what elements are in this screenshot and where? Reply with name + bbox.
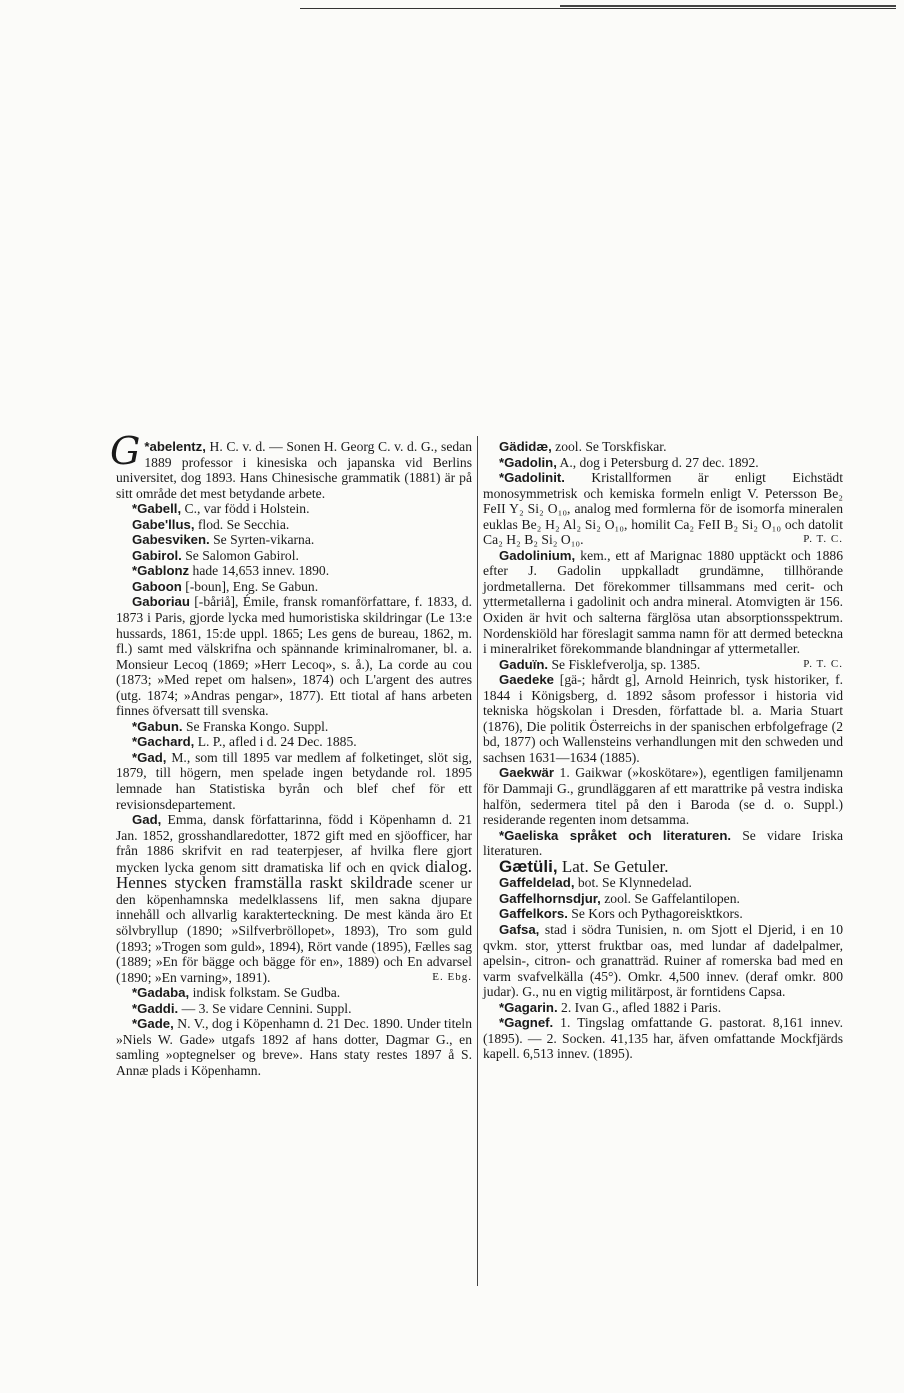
headword: *Gad, [132,749,167,765]
entry-text: 1. Gaikwar (»koskötare»), egentligen familjenamn för Dammaji G., grundläggaren af ett marattrike på vestra indiska halfön, sedermera titel på den i Baroda (se d. o. Suppl.) residerande regenten inom detsamma. [483,765,843,828]
headword: Gaffelkors. [499,906,568,922]
headword: *Gadaba, [132,985,190,1001]
headword: Gaboon [132,578,182,594]
headword: Gaedeke [499,672,554,688]
entry [483,1015,843,1062]
entry-text: Se Franska Kongo. Suppl. [182,718,329,734]
headword: *Gaddi. [132,1000,179,1016]
entry-text: stad i södra Tunisien, n. om Sjott el Djerid, i en 10 qvkm. stor, ytterst fruktbar oas, med lundar af dadelpalmer, apelsin-, citron- och granatträd. Ruiner af romerska bad med en varm svafvelkälla (45°). Omkr. 4,500 innev. (deraf omkr. 800 judar). G., nu en vigtig militärpost, är forntidens Capsa. [483,921,843,1000]
right-column [483,439,843,1062]
entry [116,563,472,579]
entry-text: indisk folkstam. Se Gudba. [189,985,341,1001]
headword: Gaffelhornsdjur, [499,890,601,906]
headword: *Gabun. [132,718,183,734]
entry-text: [-båriå], Émile, fransk romanförfattare, f. 1833, d. 1873 i Paris, gjorde lycka med humoristiska skildringar (Le 13:e hussards, 1861, 15:de uppl. 1865; Les gens de bureau, 1862, m. fl.) samt med välskrifna och spännande kriminalromaner, bl. a. Monsieur Lecoq (1869; »Herr Lecoq», s. å.), La corde au cou (1873; »Med repet om halsen», 1874) och L'argent des autres (utg. 1874; »Andras pengar», 1877). Ett tiotal af hans arbeten finnes öfversatt till svenska. [116,594,472,719]
headword: abelentz, [149,439,206,454]
entry [483,439,843,455]
entry [116,1016,472,1078]
entry-text: Emma, dansk författarinna, född i Köpenhamn d. 21 Jan. 1852, grosshandlaredotter, 1872 gift med en sjöofficer, har från 1886 skrifvit en rad teaterpjeser, af hvilka flere gjort mycken lycka genom sitt dramatiska lif och en qvick [116,812,472,875]
drop-cap: G [110,429,141,473]
entry-text: 2. Ivan G., afled 1882 i Paris. [557,999,722,1015]
entry [110,429,472,501]
entry [483,672,843,765]
headword: *Gabell, [132,501,182,517]
entry [483,875,843,891]
entry-text: kem., ett af Marignac 1880 upptäckt och 1886 efter J. Gadolin uppkalladt grundämne, tillhörande jordmetallerna. Det förekommer tillsammans med cerit- och yttermetallerna i gadolinit och andra mineral. Atomvigten är 156. Oxiden är hvit och salterna färglösa utan absorptionsspektrum. Nordenskiöld har föreslagit samma namn för att dermed beteckna i mineralriket förekommande blandningar af yttermetaller. [483,547,843,657]
headword: Gaboriau [132,594,190,610]
entry-text: scener ur den köpenhamnska medelklassens lif, men sakna djupare innehåll och allvarlig karakterteckning. De mest kända äro Et sölvbryllup (1890; »Silfverbröllopet», 1893), Tro som guld (1893; »Trogen som guld», 1894), Rört vande (1895), Fælles sag (1889; »En för bägge och bägge för en», 1889) och En advarsel (1890; »En varning», 1891). [116,876,472,985]
entry-text: Se Syrten-vikarna. [209,532,315,548]
headword: *Gablonz [132,563,190,579]
entry [116,517,472,533]
entry [483,1000,843,1016]
headword: Gabirol. [132,547,182,563]
headword: *Gade, [132,1016,174,1032]
entry [483,470,843,548]
entry [116,594,472,718]
entry-text: C., var född i Holstein. [181,501,310,517]
top-rule [300,8,896,9]
left-column [110,429,472,1078]
headword: Gabe'llus, [132,516,195,532]
headword: Gætüli, [499,856,558,876]
entry [116,812,472,985]
entry [116,548,472,564]
entry [483,906,843,922]
author-signature: P. T. C. [803,533,843,546]
entry [116,579,472,595]
entry-text: H. C. v. d. — Sonen H. Georg C. v. d. G., sedan 1889 professor i kinesiska och japanska vid Berlins universitet, dog 1893. Hans Chinesische grammatik (1881) är på sitt område det mest betydande arbete. [116,439,472,501]
headword: *Gaeliska språket och literaturen. [499,827,732,843]
headword: Gaffeldelad, [499,875,575,891]
entry [483,891,843,907]
entry [483,455,843,471]
headword: Gafsa, [499,921,540,937]
entry-text: Se Kors och Pythagoreisktkors. [567,906,743,922]
entry-text: Se Fisklefverolja, sp. 1385. [548,656,701,672]
headword: Gaduïn. [499,656,549,672]
entry-text: Se vidare Iriska literaturen. [483,827,843,859]
entry-text: Lat. Se Getuler. [557,856,669,876]
entry-text: bot. Se Klynnedelad. [574,875,692,891]
author-signature: E. Ebg. [432,970,472,983]
entry [116,532,472,548]
entry [116,985,472,1001]
entry-text: M., som till 1895 var medlem af folketinget, slöt sig, 1879, till högern, men spelade ingen betydande rol. 1895 lemnade han Statistiska byrån och blef chef för ett revisionsdepartement. [116,749,472,812]
entry-text: Se Salomon Gabirol. [181,547,299,563]
entry [483,765,843,827]
author-signature: P. T. C. [803,657,843,670]
entry-text: — 3. Se vidare Cennini. Suppl. [178,1000,352,1016]
entry [483,922,843,1000]
headword: Gädidæ, [499,439,552,454]
entry-text: L. P., afled i d. 24 Dec. 1885. [194,734,357,750]
entry-text: N. V., dog i Köpenhamn d. 21 Dec. 1890. Under titeln »Niels W. Gade» utgafs 1892 af hans dotter, Dagmar G., en samling »optegnelser og breve». Hans staty restes 1897 å S. Annæ plads i Köpenhamn. [116,1016,472,1078]
headword: *Gachard, [132,734,195,750]
top-rule-heavy [560,5,896,7]
entry-text: A., dog i Petersburg d. 27 dec. 1892. [556,454,759,470]
entry [116,719,472,735]
headword: *Gadolinit. [499,470,565,486]
entry-text: [gä-; hårdt g], Arnold Heinrich, tysk historiker, f. 1844 i Königsberg, d. 1892 såsom professor i historia vid tekniska högskolan i Dresden, författade bl. a. Maria Stuart (1876), Die politik Österreichs in der spanischen erbfolgefrage (2 bd, 1877) och Wallensteins verhandlungen mit den schweden und sachsen 1631—1634 (1885). [483,672,843,765]
headword: *Gagnef. [499,1015,554,1031]
entry-text: Kristallformen är enligt Eichstädt monosymmetrisk och kemiska formeln enligt V. Petersson Be₂ FeII Y₂ Si₂ O₁₀, analog med formlerna för de isomorfa mineralen euklas Be₂ H₂ Al₂ Si₂ O₁₀, homilit Ca₂ FeII B₂ Si₂ O₁₀ och datolit Ca₂ H₂ B₂ Si₂ O₁₀. [483,470,843,548]
entry [116,501,472,517]
entry [116,1001,472,1017]
entry [116,734,472,750]
entry [116,750,472,812]
entry-text: zool. Se Gaffelantilopen. [600,890,740,906]
entry [483,856,843,876]
headword: * [144,439,150,454]
headword: Gadolinium, [499,547,576,563]
headword: Gabesviken. [132,532,210,548]
entry-text: hade 14,653 innev. 1890. [189,563,330,579]
entry [483,828,843,859]
headword: *Gadolin, [499,454,557,470]
entry-text: 1. Tingslag omfattande G. pastorat. 8,161 innev. (1895). — 2. Socken. 41,135 har, äfven omfattande Mockfjärds kapell. 6,513 innev. (1895). [483,1015,843,1062]
headword: Gaekwär [499,765,554,781]
headword: Gad, [132,812,162,828]
large-type-line: dialog. Hennes stycken framställa raskt skildrade [116,856,472,893]
entry-text: [-boun], Eng. Se Gabun. [181,578,319,594]
column-divider [477,436,478,1286]
entry-text: zool. Se Torskfiskar. [551,439,667,454]
headword: *Gagarin. [499,999,558,1015]
entry-text: flod. Se Secchia. [194,516,290,532]
